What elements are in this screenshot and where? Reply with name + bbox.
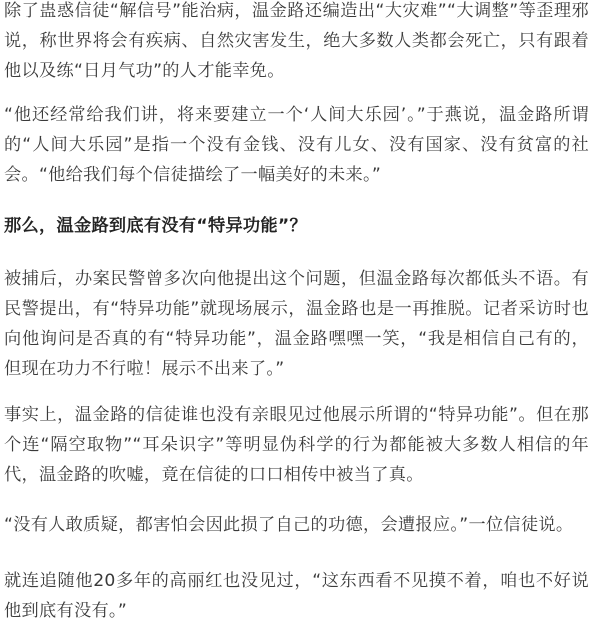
paragraph-1: 除了蛊惑信徒“解信号”能治病，温金路还编造出“大灾难”“大调整”等歪理邪说，称世界将会有疾病、自然灾害发生，绝大多数人类都会死亡，只有跟着他以及练“日月气功”的人才能幸免。 <box>4 1 589 81</box>
section-heading: 那么，温金路到底有没有“特异功能”？ <box>4 216 307 236</box>
paragraph-4: 事实上，温金路的信徒谁也没有亲眼见过他展示所谓的“特异功能”。但在那个连“隔空取物”“耳朵识字”等明显伪科学的行为都能被大多数人相信的年代，温金路的吹嘘，竟在信徒的口口相传中被当了真。 <box>4 405 589 485</box>
paragraph-6: 就连追随他20多年的高丽红也没见过，“这东西看不见摸不着，咱也不好说他到底有没有。” <box>4 571 589 621</box>
paragraph-5: “没有人敢质疑，都害怕会因此损了自己的功德，会遭报应。”一位信徒说。 <box>4 515 574 535</box>
paragraph-3: 被捕后，办案民警曾多次向他提出这个问题，但温金路每次都低头不语。有民警提出，有“特异功能”就现场展示，温金路也是一再推脱。记者采访时也向他询问是否真的有“特异功能”，温金路嘿嘿一笑，“我是相信自己有的，但现在功力不行啦！展示不出来了。” <box>4 269 589 379</box>
paragraph-2: “他还经常给我们讲，将来要建立一个‘人间大乐园’。”于燕说，温金路所谓的“人间大乐园”是指一个没有金钱、没有儿女、没有国家、没有贫富的社会。“他给我们每个信徒描绘了一幅美好的未来。” <box>4 105 589 185</box>
